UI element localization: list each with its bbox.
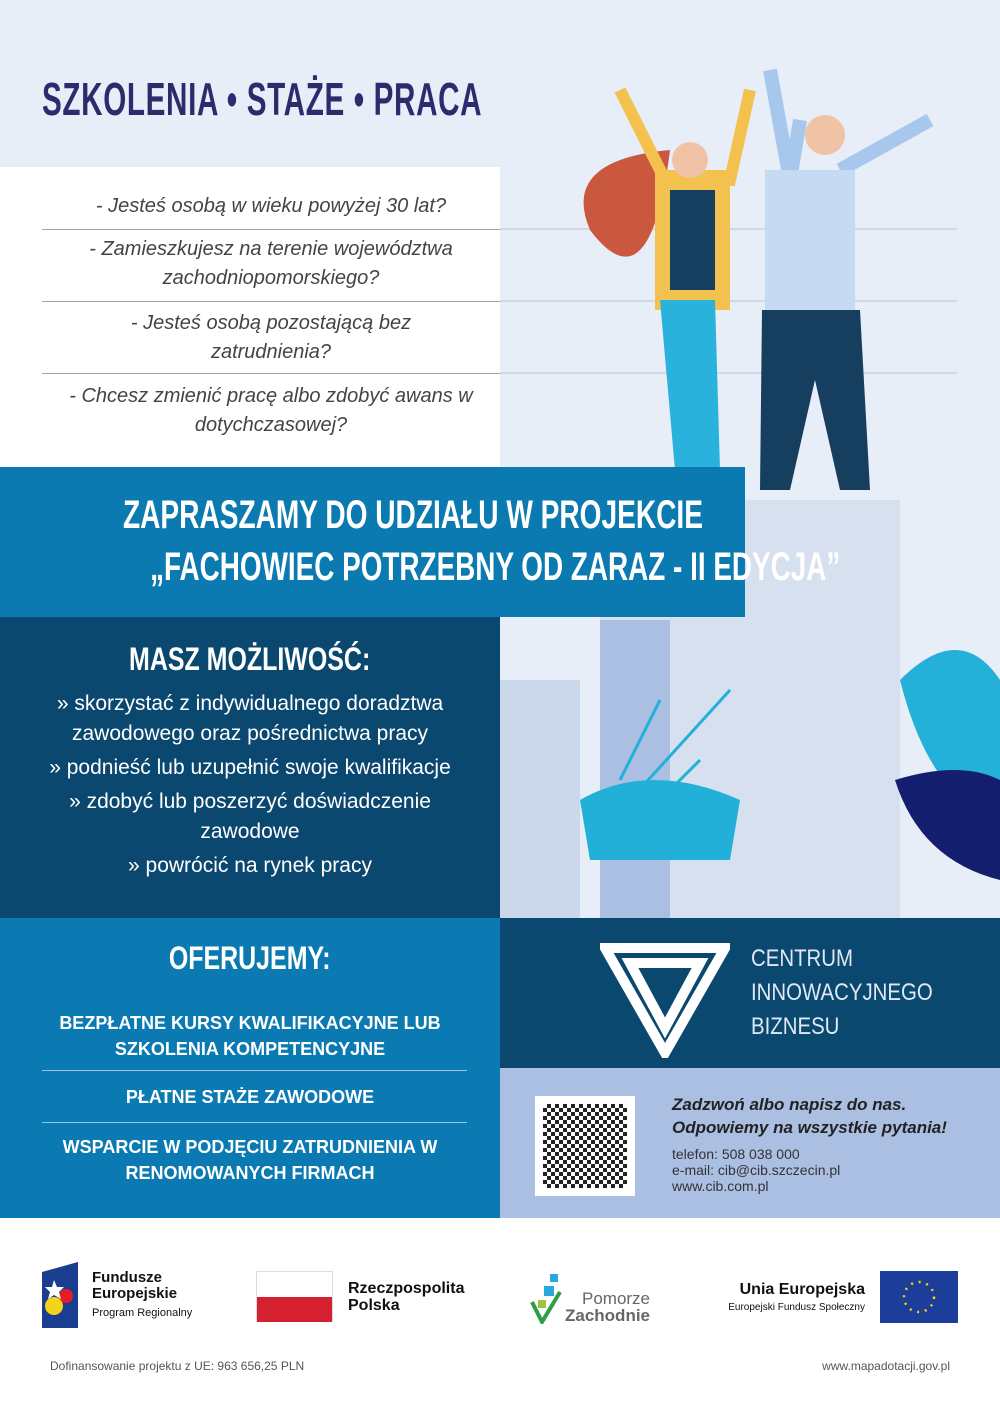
rp-text-1: Rzeczpospolita xyxy=(348,1280,465,1297)
opportunities-heading: MASZ MOŻLIWOŚĆ: xyxy=(129,641,371,677)
invitation-banner xyxy=(0,467,841,617)
opportunity-item: » podnieść lub uzupełnić swoje kwalifikacje xyxy=(49,756,451,779)
offer-heading: OFERUJEMY: xyxy=(169,940,331,976)
pz-text-1: Pomorze xyxy=(581,1289,651,1308)
opportunity-item: » powrócić na rynek pracy xyxy=(128,854,372,877)
polish-flag-icon xyxy=(256,1271,333,1322)
cib-logo-icon xyxy=(600,943,730,1058)
opportunity-item: » zdobyć lub poszerzyć doświadczenie zawodowe xyxy=(69,790,431,843)
contact-cta-2: Odpowiemy na wszystkie pytania! xyxy=(672,1118,947,1137)
pz-text-2: Zachodnie xyxy=(565,1306,651,1325)
eu-flag-icon xyxy=(880,1271,958,1323)
divider xyxy=(42,229,500,230)
question-2: - Zamieszkujesz na terenie województwa zachodniopomorskiego? xyxy=(89,238,453,289)
fe-logo-icon xyxy=(42,1262,78,1328)
offer-item: WSPARCIE W PODJĘCIU ZATRUDNIENIA W RENOMOWANYCH FIRMACH xyxy=(62,1137,438,1183)
cib-name-1: CENTRUM xyxy=(751,945,853,972)
offer-panel xyxy=(0,918,500,1218)
page-title: SZKOLENIA • STAŻE • PRACA xyxy=(42,73,483,125)
fe-text-1: Fundusze xyxy=(92,1269,162,1286)
question-4: - Chcesz zmienić pracę albo zdobyć awans w dotychczasowej? xyxy=(69,385,473,436)
divider xyxy=(42,1122,467,1123)
mapadotacji-link[interactable]: www.mapadotacji.gov.pl xyxy=(822,1359,950,1373)
funding-note: Dofinansowanie projektu z UE: 963 656,25 PLN xyxy=(50,1359,305,1373)
logo-fundusze-europejskie xyxy=(42,1262,193,1333)
qr-code[interactable] xyxy=(535,1096,635,1196)
fe-text-2: Europejskie xyxy=(92,1285,178,1302)
contact-phone[interactable]: telefon: 508 038 000 xyxy=(672,1146,800,1162)
divider xyxy=(42,373,500,374)
question-1: - Jesteś osobą w wieku powyżej 30 lat? xyxy=(95,195,447,217)
opportunity-item: » skorzystać z indywidualnego doradztwa zawodowego oraz pośrednictwa pracy xyxy=(56,692,444,745)
banner-line-2: „FACHOWIEC POTRZEBNY OD ZARAZ - II EDYCJA” xyxy=(150,545,841,589)
offer-item: BEZPŁATNE KURSY KWALIFIKACYJNE LUB SZKOLENIA KOMPETENCYJNE xyxy=(59,1013,441,1059)
opportunities-panel xyxy=(0,617,500,918)
ue-text-2: Europejski Fundusz Społeczny xyxy=(728,1302,865,1313)
divider xyxy=(42,1070,467,1071)
pomorze-logo-icon xyxy=(530,1272,570,1324)
contact-cta-1: Zadzwoń albo napisz do nas. xyxy=(672,1095,907,1114)
cib-name-3: BIZNESU xyxy=(751,1013,840,1040)
rp-text-2: Polska xyxy=(348,1297,400,1314)
contact-panel xyxy=(500,1068,1000,1218)
contact-website[interactable]: www.cib.com.pl xyxy=(672,1178,769,1194)
cib-name-2: INNOWACYJNEGO xyxy=(751,979,933,1006)
banner-line-1: ZAPRASZAMY DO UDZIAŁU W PROJEKCIE xyxy=(122,493,703,537)
questions-panel xyxy=(0,167,500,467)
contact-email[interactable]: e-mail: cib@cib.szczecin.pl xyxy=(672,1162,841,1178)
question-3: - Jesteś osobą pozostającą bez zatrudnienia? xyxy=(130,312,412,363)
ue-text-1: Unia Europejska xyxy=(739,1281,865,1298)
divider xyxy=(42,301,500,302)
fe-text-3: Program Regionalny xyxy=(92,1307,193,1319)
cib-panel xyxy=(500,918,1000,1068)
offer-item: PŁATNE STAŻE ZAWODOWE xyxy=(125,1087,375,1107)
